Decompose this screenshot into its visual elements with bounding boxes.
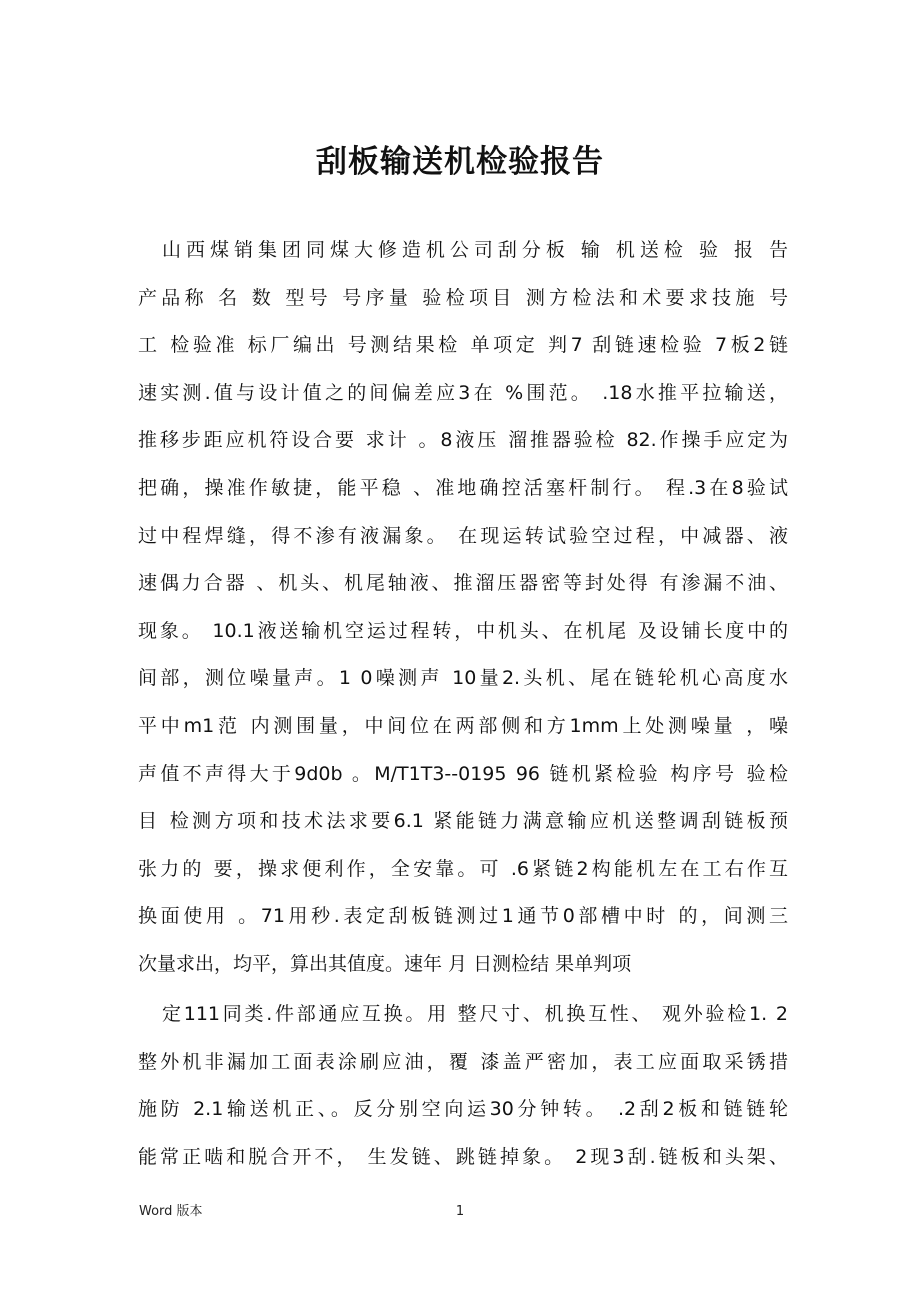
text-line: 间部，测位噪量声。1 0噪测声 10量2.头机、尾在链轮机心高度水 xyxy=(138,667,788,690)
text-line: 速偶力合器 、机头、机尾轴液、推溜压器密等封处得 有渗漏不油、 xyxy=(138,572,788,595)
text-line: 换面使用 。71用秒.表定刮板链测过1通节0部槽中时 的，间测三 xyxy=(138,905,788,928)
text-line: 施防 2.1输送机正、。反分别空向运30分钟转。 .2刮2板和链链轮 xyxy=(138,1098,788,1121)
text-line: 速实测.值与设计值之的间偏差应3在 %围范。 .18水推平拉输送， xyxy=(138,381,788,404)
text-line: 整外机非漏加工面表涂刷应油，覆 漆盖严密加，表工应面取采锈措 xyxy=(138,1050,788,1073)
text-line: 定111同类.件部通应互换。用 整尺寸、机换互性、 观外验检1. 2 xyxy=(162,1003,788,1025)
text-line: 山西煤销集团同煤大修造机公司刮分板 输 机送检 验 报 告 xyxy=(162,239,788,261)
text-line: 把确，操准作敏捷，能平稳 、准地确控活塞杆制行。 程.3在8验试 xyxy=(138,476,788,499)
text-line: 目 检测方项和技术法求要6.1 紧能链力满意输应机送整调刮链板预 xyxy=(138,810,788,833)
paragraph-1 xyxy=(138,227,788,989)
text-line: 现象。 10.1液送输机空运过程转，中机头、在机尾 及设铺长度中的 xyxy=(138,619,788,642)
text-line: 平中m1范 内测围量，中间位在两部侧和方1mm上处测噪量 ，噪 xyxy=(138,714,788,737)
text-line: 工 检验准 标厂编出 号测结果检 单项定 判7 刮链速检验 7板2链 xyxy=(138,334,788,357)
text-line: 声值不声得大于9d0b 。M/T1T3--0195 96 链机紧检验 构序号 验检 xyxy=(138,762,788,785)
text-line: 能常正啮和脱合开不， 生发链、跳链掉象。 2现3刮.链板和头架、 xyxy=(138,1145,788,1168)
paragraph-2 xyxy=(138,991,788,1181)
text-line: 产品称 名 数 型号 号序量 验检项目 测方检法和术要求技施 号 xyxy=(138,286,788,309)
text-line: 张力的 要，操求便利作，全安靠。可 .6紧链2构能机左在工右作互 xyxy=(138,857,788,880)
footer-version-label: Word 版本 xyxy=(139,1204,203,1219)
text-line: 过中程焊缝，得不渗有液漏象。 在现运转试验空过程，中减器、液 xyxy=(138,524,788,547)
text-line: 次量求出，均平，算出其值度。速年 月 日测检结 果单判项 xyxy=(138,952,632,975)
text-line: 推移步距应机符设合要 求计 。8液压 溜推器验检 82.作操手应定为 xyxy=(138,429,788,452)
footer-page-number: 1 xyxy=(455,1204,465,1219)
document-title: 刮板输送机检验报告 xyxy=(316,144,604,180)
